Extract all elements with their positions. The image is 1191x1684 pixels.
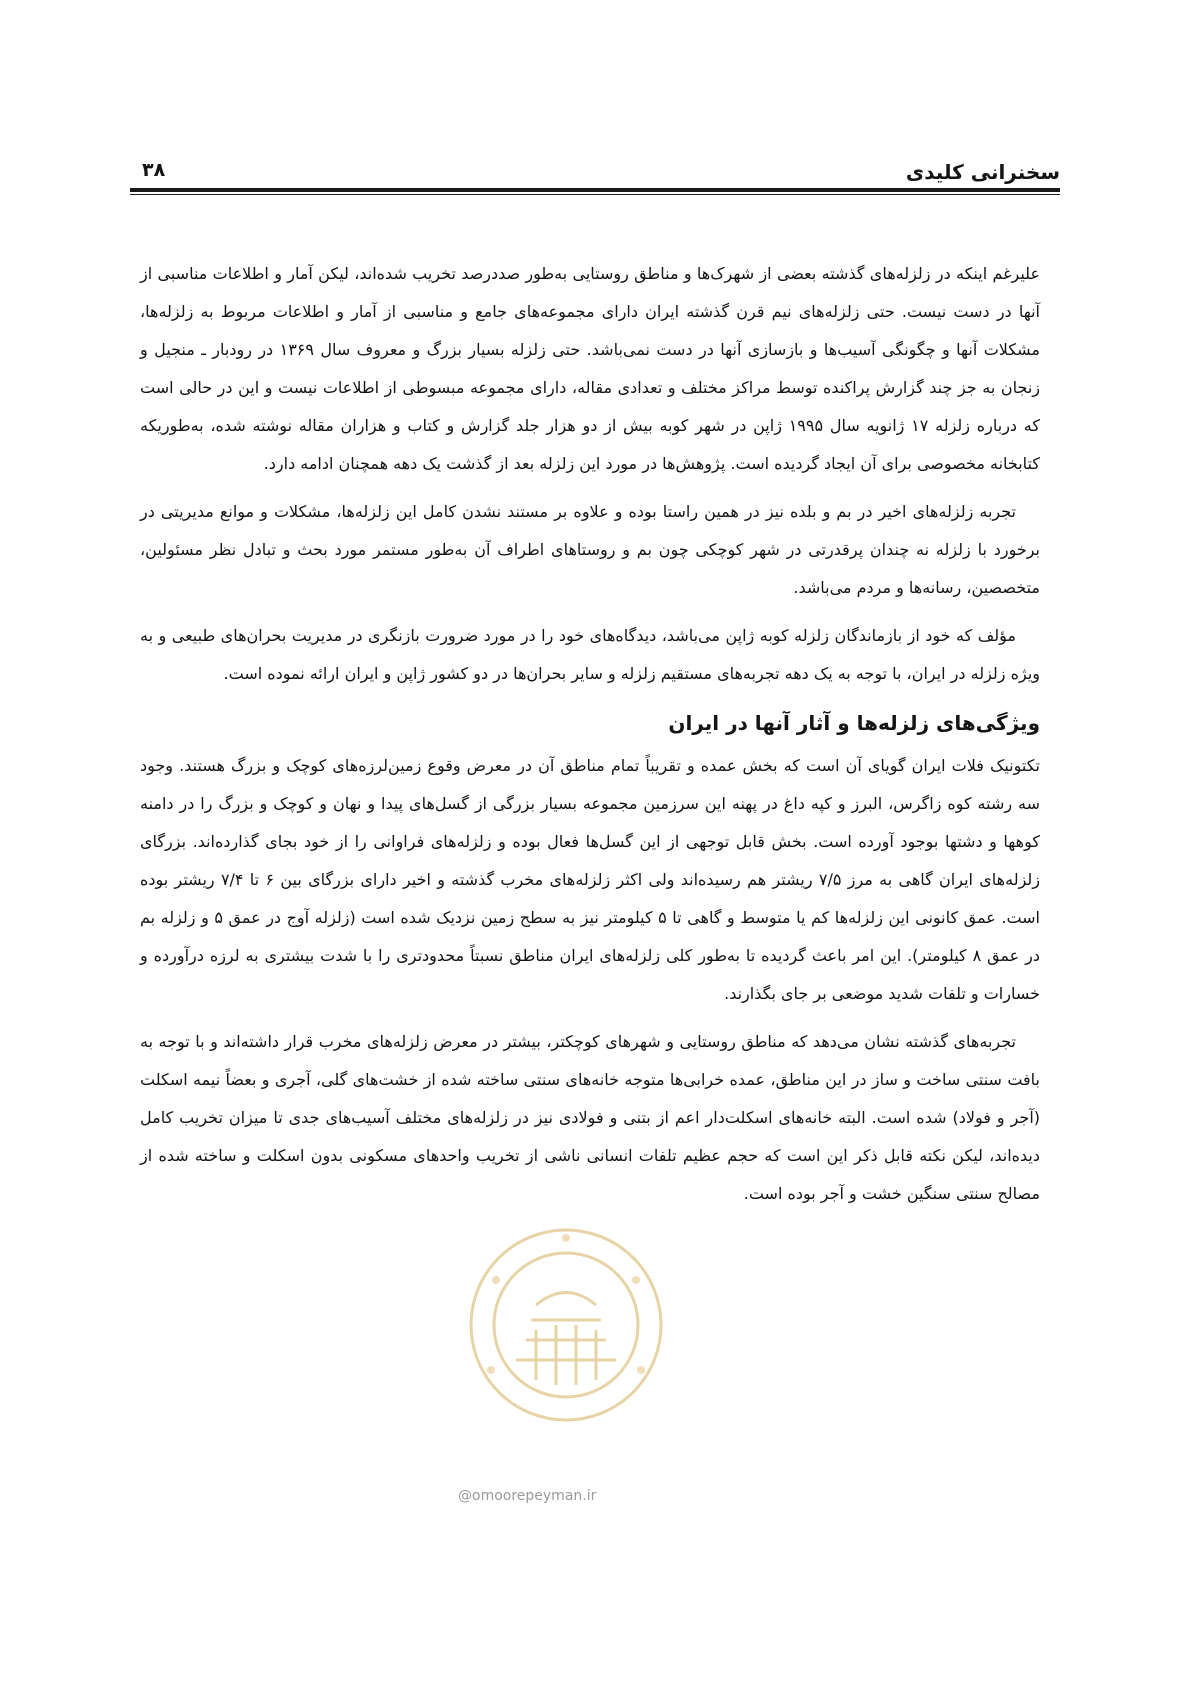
watermark-logo-icon (456, 1210, 676, 1480)
header-rule-thick (130, 188, 1060, 192)
page-number: ۳۸ (142, 159, 166, 181)
paragraph: تجربه‌های گذشته نشان می‌دهد که مناطق روستایی و شهرهای کوچکتر، بیشتر در معرض زلزله‌های مخرب قرار داشته‌اند و با توجه به بافت سنتی ساخت و ساز در این مناطق، عمده خرابی‌ها متوجه خانه‌های سنتی ساخته شده از خشت‌های گلی، آجری و بعضاً نیمه اسکلت (آجر و فولاد) شده است. البته خانه‌های اسکلت‌دار اعم از بتنی و فولادی نیز در زلزله‌های مختلف آسیب‌های جدی تا میزان تخریب کامل دیده‌اند، لیکن نکته قابل ذکر این است که حجم عظیم تلفات انسانی ناشی از تخریب واحدهای مسکونی بدون اسکلت و ساخته شده از مصالح سنتی سنگین خشت و آجر بوده است. (140, 1032, 1040, 1203)
paragraph: تکتونیک فلات ایران گویای آن است که بخش عمده و تقریباً تمام مناطق آن در معرض وقوع زمین‌لرزه‌های کوچک و بزرگ هستند. وجود سه رشته کوه زاگرس، البرز و کپه داغ در پهنه این سرزمین مجموعه بسیار بزرگی از گسل‌های پیدا و نهان و کوچک و بزرگ را در دامنه کوهها و دشتها بوجود آورده است. بخش قابل توجهی از این گسل‌ها فعال بوده و زلزله‌های فراوانی را از خود بجای گذارده‌اند. بزرگای زلزله‌های ایران گاهی به مرز ۷/۵ ریشتر هم رسیده‌اند ولی اکثر زلزله‌های مخرب گذشته و اخیر دارای بزرگای بین ۶ تا ۷/۴ ریشتر بوده است. عمق کانونی این زلزله‌ها کم یا متوسط و گاهی تا ۵ کیلومتر نیز به سطح زمین نزدیک شده است (زلزله آوج در عمق ۵ و زلزله بم در عمق ۸ کیلومتر). این امر باعث گردیده تا به‌طور کلی زلزله‌های ایران مناطق نسبتاً محدودتری را با شدت بیشتری به لرزه درآورده و خسارات و تلفات شدید موضعی بر جای بگذارند. (140, 756, 1041, 1003)
watermark-text: @omoorepeyman.ir (458, 1488, 597, 1504)
body-text (140, 255, 1040, 1223)
header-rule-thin (130, 194, 1060, 195)
paragraph: مؤلف که خود از بازماندگان زلزله کوبه ژاپن می‌باشد، دیدگاه‌های خود را در مورد ضرورت بازنگری در مدیریت بحران‌های طبیعی و به ویژه زلزله در ایران، با توجه به یک دهه تجربه‌های مستقیم زلزله و سایر بحران‌ها در دو کشور ژاپن و ایران ارائه نموده است. (140, 626, 1040, 683)
paragraph: علیرغم اینکه در زلزله‌های گذشته بعضی از شهرک‌ها و مناطق روستایی به‌طور صددرصد تخریب شده‌اند، لیکن آمار و اطلاعات مناسبی از آنها در دست نیست. حتی زلزله‌های نیم قرن گذشته ایران دارای مجموعه‌های جامع و مناسبی از آمار و اطلاعات مربوط به زلزله‌ها، مشکلات آنها و چگونگی آسیب‌ها و بازسازی آنها در دست نمی‌باشد. حتی زلزله بسیار بزرگ و معروف سال ۱۳۶۹ در رودبار ـ منجیل و زنجان به جز چند گزارش پراکنده توسط مراکز مختلف و تعدادی مقاله، دارای مجموعه مبسوطی از اطلاعات نیست و این در حالی است که درباره زلزله ۱۷ ژانویه سال ۱۹۹۵ ژاپن در شهر کوبه بیش از دو هزار جلد گزارش و کتاب و هزاران مقاله نوشته شده، به‌طوریکه کتابخانه مخصوصی برای آن ایجاد گردیده است. پژوهش‌ها در مورد این زلزله بعد از گذشت یک دهه همچنان ادامه دارد. (140, 264, 1041, 473)
section-heading: ویژگی‌های زلزله‌ها و آثار آنها در ایران (668, 711, 1040, 735)
paragraph: تجربه زلزله‌های اخیر در بم و بلده نیز در همین راستا بوده و علاوه بر مستند نشدن کامل این زلزله‌ها، مشکلات و موانع مدیریتی در برخورد با زلزله نه چندان پرقدرتی در شهر کوچکی چون بم و روستاهای اطراف آن به‌طور مستمر مورد بحث و تبادل نظر مسئولین، متخصصین، رسانه‌ها و مردم می‌باشد. (140, 502, 1040, 597)
header-title: سخنرانی کلیدی (905, 160, 1060, 184)
running-header (130, 150, 1060, 190)
